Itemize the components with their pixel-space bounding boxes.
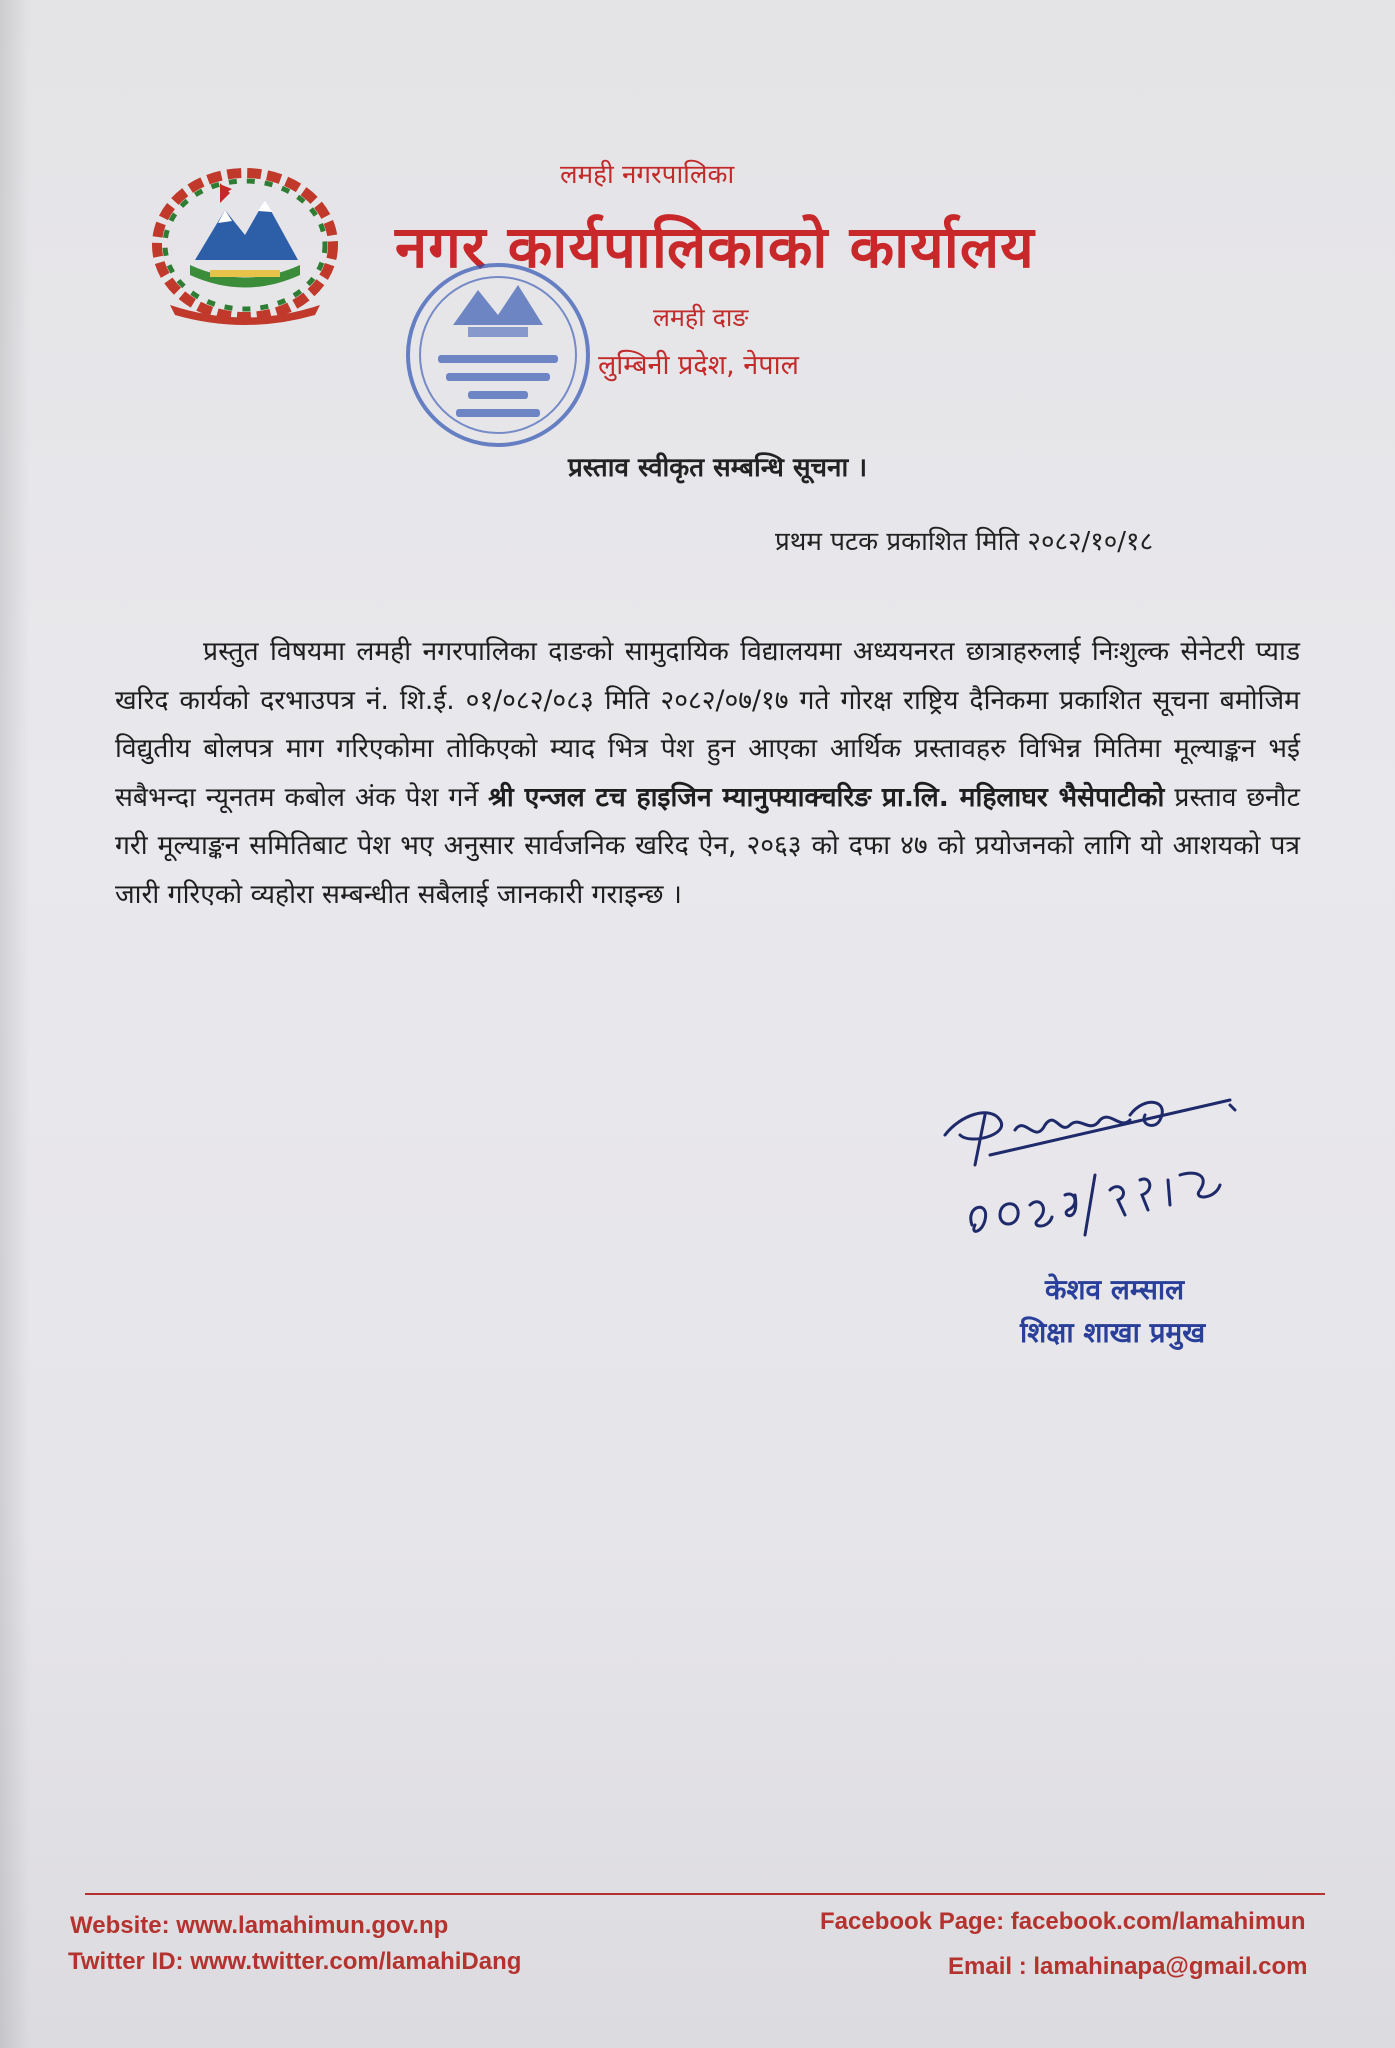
email-label: Email : xyxy=(948,1953,1027,1980)
facebook-link[interactable]: facebook.com/lamahimun xyxy=(1010,1908,1306,1935)
footer-email xyxy=(948,1953,1308,1981)
notice-subject: प्रस्ताव स्वीकृत सम्बन्धि सूचना । xyxy=(568,453,868,483)
page-edge-shadow xyxy=(0,0,30,2048)
body-text-part1: प्रस्तुत विषयमा लमही नगरपालिका दाङको सामुदायिक विद्यालयमा अध्ययनरत छात्राहरुलाई निःशुल्क सेनेटरी प्याड खरिद कार्यको दरभाउपत्र नं. शि.ई. ०१/०८२/०८३ मिति २०८२/०७/१७ गते गोरक्ष राष्ट्रिय दैनिकमा प्रकाशित सूचना बमोजिम विद्युतीय बोलपत्र माग गरिएकोमा तोकिएको म्याद भित्र पेश हुन आएका आर्थिक प्रस्तावहरु विभिन्न मितिमा मूल्याङ्कन भई सबैभन्दा न्यूनतम कबोल अंक पेश गर्ने xyxy=(115,636,1300,813)
twitter-link[interactable]: www.twitter.com/lamahiDang xyxy=(190,1948,522,1975)
office-title: नगर कार्यपालिकाको कार्यालय xyxy=(395,213,1035,281)
signatory-name: केशव लम्साल xyxy=(1045,1273,1185,1306)
website-link[interactable]: www.lamahimun.gov.np xyxy=(176,1912,449,1939)
selected-bidder: श्री एन्जल टच हाइजिन म्यानुफ्याक्चरिङ प्रा.लि. महिलाघर भैसेपाटीको xyxy=(488,781,1165,813)
website-label: Website: xyxy=(70,1912,170,1939)
body-text-part2: प्रस्ताव छनौट गरी मूल्याङ्कन समितिबाट पेश भए अनुसार सार्वजनिक खरिद ऐन, २०६३ को दफा ४७ को प्रयोजनको लागि यो आशयको पत्र जारी गरिएको व्यहोरा सम्बन्धीत सबैलाई जानकारी गराइन्छ । xyxy=(115,781,1300,910)
facebook-label: Facebook Page: xyxy=(820,1908,1005,1935)
municipality-name: लमही नगरपालिका xyxy=(560,160,735,190)
footer-website xyxy=(70,1912,448,1940)
office-stamp xyxy=(398,255,598,455)
signatory-designation: शिक्षा शाखा प्रमुख xyxy=(1020,1316,1206,1349)
nepal-emblem-icon xyxy=(150,165,340,325)
office-place: लमही दाङ xyxy=(653,303,749,332)
footer-facebook xyxy=(820,1908,1305,1936)
footer-twitter xyxy=(68,1948,521,1976)
office-province: लुम्बिनी प्रदेश, नेपाल xyxy=(598,350,799,381)
notice-body xyxy=(115,628,1300,919)
footer-divider xyxy=(85,1893,1325,1895)
first-publish-date: प्रथम पटक प्रकाशित मिति २०८२/१०/१८ xyxy=(775,527,1154,557)
twitter-label: Twitter ID: xyxy=(68,1948,184,1975)
handwritten-signature xyxy=(930,1075,1280,1255)
email-link[interactable]: lamahinapa@gmail.com xyxy=(1033,1953,1308,1980)
